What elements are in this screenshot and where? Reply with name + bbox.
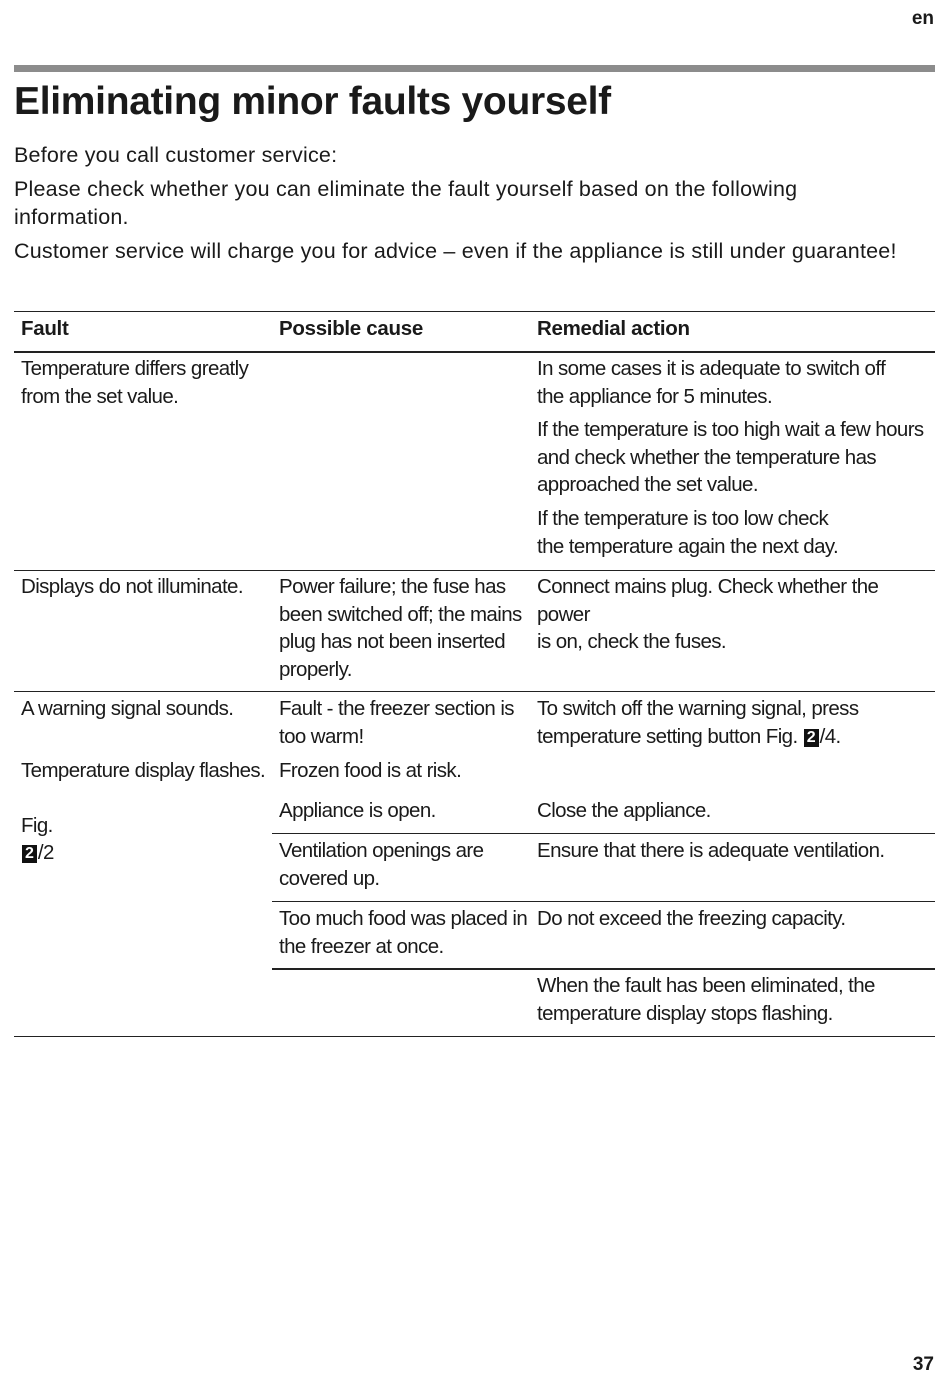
figure-number-badge: 2 xyxy=(804,729,819,747)
row3-sub1-remedy: Close the appliance. xyxy=(537,799,711,822)
row1-remedy-b: If the temperature is too high wait a few hours and check whether the temperature has approached the set value. xyxy=(537,418,924,496)
row3-sub2-remedy: Ensure that there is adequate ventilation. xyxy=(537,839,885,862)
row1-fault: Temperature differs greatly from the set value. xyxy=(21,357,249,408)
fig-prefix: Fig. xyxy=(21,813,53,837)
page-number: 37 xyxy=(912,1354,934,1375)
intro-paragraph-3: Customer service will charge you for advice – even if the appliance is still under guarantee! xyxy=(14,239,897,263)
row2-cause: Power failure; the fuse has been switched off; the mains plug has not been inserted properly. xyxy=(279,575,522,681)
figure-number-badge: 2 xyxy=(22,845,37,863)
intro-paragraph-1: Before you call customer service: xyxy=(14,143,338,167)
header-fault: Fault xyxy=(21,317,69,340)
row2-fault: Displays do not illuminate. xyxy=(21,575,243,598)
row-divider xyxy=(14,570,935,571)
row-divider xyxy=(14,691,935,692)
row1-remedy-a: In some cases it is adequate to switch off the appliance for 5 minutes. xyxy=(537,357,886,408)
row3-fault-b-text: Temperature display flashes. xyxy=(21,758,266,782)
row3-remedy-suffix: /4. xyxy=(819,724,841,748)
row3-sub1-cause: Appliance is open. xyxy=(279,799,436,822)
fig-suffix: /2 xyxy=(37,841,54,864)
row3-sub3-remedy: Do not exceed the freezing capacity. xyxy=(537,907,846,930)
header-rule xyxy=(14,65,935,72)
row3-remedy-text: To switch off the warning signal, press temperature setting button Fig. xyxy=(537,697,859,748)
row1-remedy-c: If the temperature is too low check the temperature again the next day. xyxy=(537,507,839,558)
intro-paragraph-2: Please check whether you can eliminate the fault yourself based on the following information. xyxy=(14,177,798,229)
table-top-rule xyxy=(14,311,935,312)
table-bottom-rule xyxy=(14,1036,935,1037)
row3-sub4-remedy: When the fault has been eliminated, the temperature display stops flashing. xyxy=(537,974,875,1025)
sub-row-divider xyxy=(272,833,935,834)
header-remedy: Remedial action xyxy=(537,317,690,340)
row3-cause-b: Frozen food is at risk. xyxy=(279,759,462,782)
row3-cause-a: Fault - the freezer section is too warm! xyxy=(279,697,514,748)
page-heading: Eliminating minor faults yourself xyxy=(14,80,611,123)
sub-row-divider xyxy=(272,901,935,902)
row3-fault-b xyxy=(21,729,271,867)
row3-sub3-cause: Too much food was placed in the freezer at once. xyxy=(279,907,528,958)
language-code: en xyxy=(911,8,934,29)
header-rule xyxy=(14,351,935,353)
row3-fault-a: A warning signal sounds. xyxy=(21,697,234,720)
row3-sub2-cause: Ventilation openings are covered up. xyxy=(279,839,484,890)
row3-remedy xyxy=(537,695,935,750)
row2-remedy: Connect mains plug. Check whether the power is on, check the fuses. xyxy=(537,575,879,653)
sub-row-divider xyxy=(272,968,935,970)
header-cause: Possible cause xyxy=(279,317,423,340)
